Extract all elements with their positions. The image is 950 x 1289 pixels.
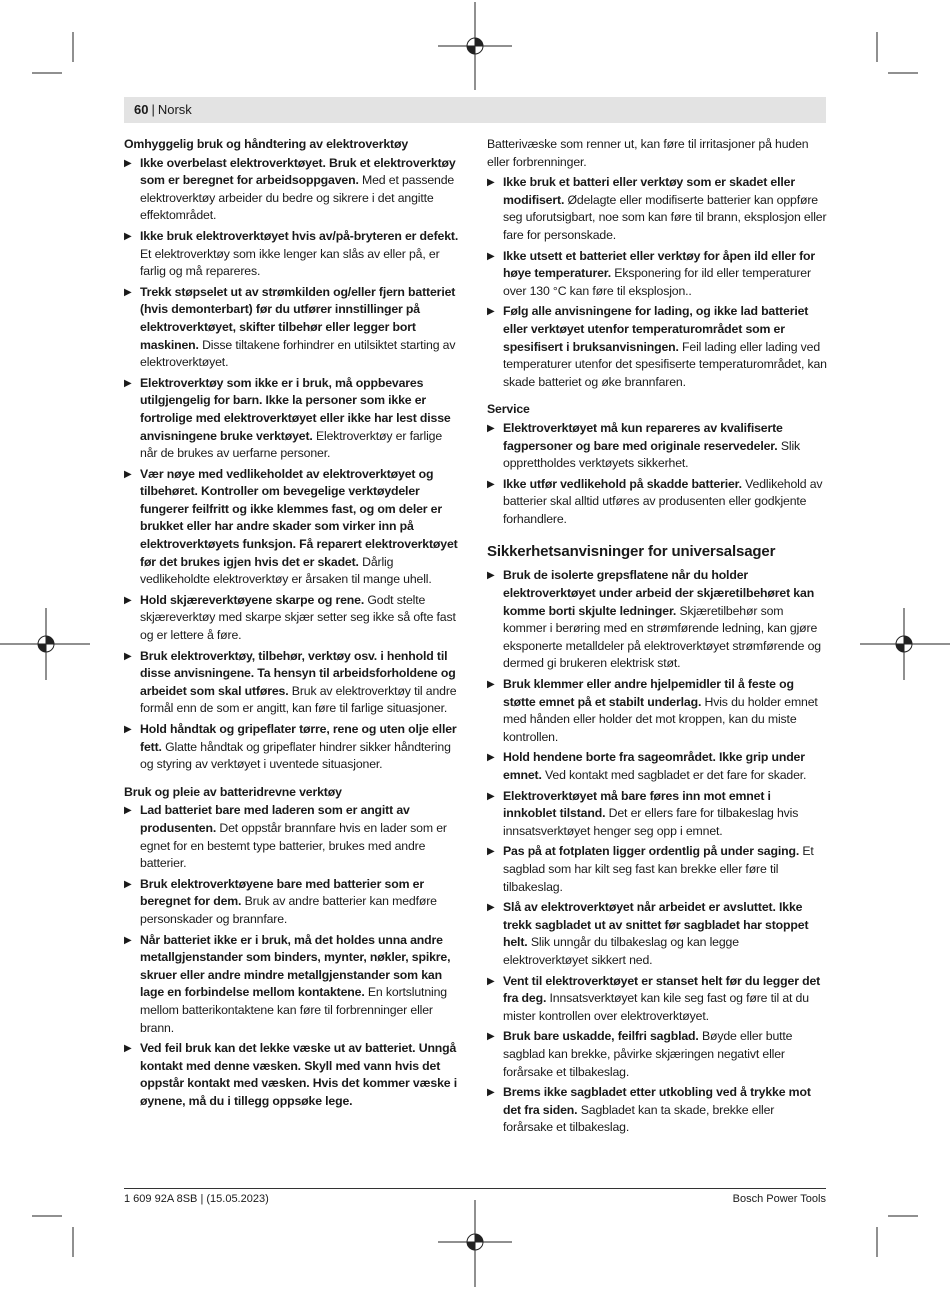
item-bold-text: Trekk støpselet ut av strømkilden og/eller fjern batteriet (hvis demonterbart) før du utfører innstillinger på elektroverktøyet, skifter tilbehør eller legger bort maskinen. bbox=[140, 284, 456, 352]
list-item bbox=[487, 843, 827, 896]
bullet-arrow-icon: ▶ bbox=[487, 1087, 495, 1099]
item-text: Eksponering for ild eller temperaturer over 130 °C kan føre til eksplosjon.. bbox=[503, 266, 811, 298]
left-column bbox=[124, 136, 460, 1113]
right-column bbox=[487, 136, 827, 1140]
item-text: Feil lading eller lading ved temperaturer utenfor det spesifiserte temperaturområdet, kan skade batteriet og øke brannfaren. bbox=[503, 339, 827, 389]
list-item bbox=[487, 567, 827, 673]
item-text: Skjæretilbehør som kommer i berøring med en strømførende ledning, kan gjøre eksponerte metalldeler på elektroverktøyet strømførende og dermed gi brukeren elektrisk støt. bbox=[503, 603, 821, 671]
list-item bbox=[487, 476, 827, 529]
list-item bbox=[124, 592, 460, 645]
bullet-arrow-icon: ▶ bbox=[124, 286, 132, 298]
list-item bbox=[124, 155, 460, 225]
list-item bbox=[487, 1028, 827, 1081]
safety-list bbox=[124, 155, 460, 774]
item-bold-text: Bruk elektroverktøyene bare med batterier som er beregnet for dem. bbox=[140, 876, 424, 909]
item-bold-text: Elektroverktøyet må kun repareres av kvalifiserte fagpersoner og bare med originale reservedeler. bbox=[503, 420, 783, 453]
bullet-arrow-icon: ▶ bbox=[124, 724, 132, 735]
item-text: Elektroverktøy er farlige når de brukes av uerfarne personer. bbox=[140, 428, 443, 461]
item-text: Dårlig vedlikeholdte elektroverktøy er årsaken til mange uhell. bbox=[140, 554, 432, 587]
item-bold-text: Elektroverktøyet må bare føres inn mot emnet i innkoblet tilstand. bbox=[503, 788, 771, 821]
item-bold-text: Ikke overbelast elektroverktøyet. Bruk et elektroverktøy som er beregnet for arbeidsoppgaven. bbox=[140, 155, 456, 188]
item-bold-text: Ved feil bruk kan det lekke væske ut av batteriet. Unngå kontakt med denne væsken. Skyll med vann hvis det oppstår kontakt med væsken. Hvis det kommer væske i øynene, må du i tillegg oppsøke lege. bbox=[140, 1041, 457, 1108]
list-item bbox=[487, 749, 827, 784]
bullet-arrow-icon: ▶ bbox=[124, 594, 132, 606]
list-item bbox=[487, 248, 827, 301]
battery-list-continued bbox=[487, 174, 827, 391]
page-header bbox=[124, 97, 826, 123]
bullet-arrow-icon: ▶ bbox=[124, 934, 132, 946]
bullet-arrow-icon: ▶ bbox=[124, 878, 132, 890]
bullet-arrow-icon: ▶ bbox=[487, 1031, 495, 1043]
header-language: Norsk bbox=[157, 102, 192, 117]
list-item bbox=[487, 1084, 827, 1137]
bullet-arrow-icon: ▶ bbox=[124, 377, 132, 389]
item-bold-text: Brems ikke sagbladet etter utkobling ved å trykke mot det fra siden. bbox=[503, 1085, 811, 1117]
item-text: Vedlikehold av batterier skal alltid utføres av produsenten eller godkjente forhandlere. bbox=[503, 476, 823, 526]
list-item bbox=[487, 420, 827, 473]
section-heading: Omhyggelig bruk og håndtering av elektroverktøy bbox=[124, 137, 409, 151]
service-list bbox=[487, 420, 827, 529]
list-item bbox=[487, 303, 827, 391]
footer-divider bbox=[124, 1188, 826, 1189]
bullet-arrow-icon: ▶ bbox=[487, 846, 495, 858]
bullet-arrow-icon: ▶ bbox=[487, 422, 495, 434]
bullet-arrow-icon: ▶ bbox=[124, 805, 132, 817]
item-bold-text: Bruk bare uskadde, feilfri sagblad. bbox=[503, 1029, 699, 1044]
bullet-arrow-icon: ▶ bbox=[124, 468, 132, 480]
item-text: Ved kontakt med sagbladet er det fare for skader. bbox=[545, 768, 807, 782]
section-heading: Bruk og pleie av batteridrevne verktøy bbox=[124, 784, 342, 799]
list-item bbox=[124, 228, 460, 281]
item-text: Bøyde eller butte sagblad kan brekke, påvirke skjæringen negativt eller forårsake et tilbakeslag. bbox=[503, 1029, 793, 1079]
list-item bbox=[487, 973, 827, 1026]
list-item bbox=[124, 932, 460, 1038]
list-item bbox=[124, 802, 460, 872]
item-bold-text: Hold håndtak og gripeflater tørre, rene og uten olje eller fett. bbox=[140, 722, 457, 754]
item-bold-text: Ikke bruk elektroverktøyet hvis av/på-bryteren er defekt. bbox=[140, 228, 459, 243]
item-text: Bruk av andre batterier kan medføre personskader og brannfare. bbox=[140, 894, 437, 926]
item-text: Et sagblad som har kilt seg fast kan brekke eller føre til tilbakeslag. bbox=[503, 844, 814, 894]
item-bold-text: Slå av elektroverktøyet når arbeidet er avsluttet. Ikke trekk sagbladet ut av snittet før sagbladet har stoppet helt. bbox=[503, 900, 809, 950]
item-bold-text: Pas på at fotplaten ligger ordentlig på under saging. bbox=[503, 844, 800, 859]
item-bold-text: Vær nøye med vedlikeholdet av elektroverktøyet og tilbehøret. Kontroller om bevegelige verktøydeler fungerer feilfritt og ikke klemmes fast, og om deler er brukket eller har andre skader som virker inn på elektroverktøyets funksjon. Få reparert elektroverktøyet før det brukes igjen hvis det er skadet. bbox=[140, 466, 458, 569]
item-bold-text: Bruk de isolerte grepsflatene når du holder elektroverktøyet under arbeid der skjæretilbehøret kan komme borti skjulte ledninger. bbox=[503, 568, 815, 618]
bullet-arrow-icon: ▶ bbox=[487, 250, 495, 262]
bullet-arrow-icon: ▶ bbox=[124, 650, 132, 662]
bullet-arrow-icon: ▶ bbox=[124, 157, 132, 169]
bullet-arrow-icon: ▶ bbox=[487, 975, 495, 987]
item-text: Innsatsverktøyet kan kile seg fast og føre til at du mister kontrollen over elektroverktøyet. bbox=[503, 991, 809, 1023]
item-text: Det er ellers fare for tilbakeslag hvis innsatsverktøyet henger seg opp i emnet. bbox=[503, 806, 799, 838]
section-heading: Service bbox=[487, 402, 530, 417]
page-number: 60 bbox=[134, 102, 149, 117]
list-item bbox=[487, 676, 827, 746]
item-bold-text: Hold hendene borte fra sageområdet. Ikke grip under emnet. bbox=[503, 750, 805, 782]
item-text: Hvis du holder emnet med hånden eller holder det mot kroppen, kan du miste kontrollen. bbox=[503, 694, 818, 744]
footer-doc-id: 1 609 92A 8SB | (15.05.2023) bbox=[124, 1193, 269, 1205]
item-bold-text: Lad batteriet bare med laderen som er angitt av produsenten. bbox=[140, 803, 410, 835]
item-bold-text: Elektroverktøy som ikke er i bruk, må oppbevares utilgjengelig for barn. Ikke la personer som ikke er fortrolige med elektroverktøyet eller ikke har lest disse anvisningene bruke verktøyet. bbox=[140, 375, 451, 443]
list-item bbox=[487, 788, 827, 841]
item-bold-text: Ikke bruk et batteri eller verktøy som er skadet eller modifisert. bbox=[503, 175, 795, 207]
item-text: Bruk av elektroverktøy til andre formål enn de som er angitt, kan føre til farlige situasjoner. bbox=[140, 683, 457, 716]
bullet-arrow-icon: ▶ bbox=[124, 1043, 132, 1055]
item-text: Slik unngår du tilbakeslag og kan legge elektroverktøyet sikkert ned. bbox=[503, 935, 739, 967]
bullet-arrow-icon: ▶ bbox=[487, 177, 495, 189]
item-bold-text: Når batteriet ikke er i bruk, må det holdes unna andre metallgjenstander som binders, mynter, nøkler, spikre, skruer eller andre mindre metallgjenstander som kan lage en forbindelse mellom kontaktene. bbox=[140, 932, 451, 1000]
item-text: Disse tiltakene forhindrer en utilsiktet starting av elektroverktøyet. bbox=[140, 337, 456, 370]
list-item bbox=[124, 466, 460, 589]
bullet-arrow-icon: ▶ bbox=[487, 478, 495, 490]
item-bold-text: Følg alle anvisningene for lading, og ikke lad batteriet eller verktøyet utenfor temperaturområdet som er spesifisert i bruksanvisningen. bbox=[503, 304, 809, 354]
list-item bbox=[124, 375, 460, 463]
item-bold-text: Vent til elektroverktøyet er stanset helt før du legger det fra deg. bbox=[503, 973, 821, 1006]
battery-list bbox=[124, 802, 460, 1110]
bullet-arrow-icon: ▶ bbox=[487, 570, 495, 582]
bullet-arrow-icon: ▶ bbox=[487, 679, 495, 691]
item-bold-text: Ikke utsett et batteriet eller verktøy for åpen ild eller for høye temperaturer. bbox=[503, 248, 816, 281]
item-bold-text: Bruk elektroverktøy, tilbehør, verktøy osv. i henhold til disse anvisningene. Ta hensyn til arbeidsforholdene og arbeidet som skal utføres. bbox=[140, 648, 456, 698]
bullet-arrow-icon: ▶ bbox=[487, 752, 495, 764]
list-item bbox=[124, 284, 460, 372]
bullet-arrow-icon: ▶ bbox=[487, 902, 495, 914]
list-item bbox=[487, 899, 827, 969]
item-bold-text: Ikke utfør vedlikehold på skadde batterier. bbox=[503, 476, 742, 491]
bullet-arrow-icon: ▶ bbox=[487, 306, 495, 318]
item-text: Sagbladet kan ta skade, brekke eller forårsake et tilbakeslag. bbox=[503, 1102, 775, 1135]
list-item bbox=[124, 1040, 460, 1110]
header-text: 60 | Norsk bbox=[134, 102, 192, 117]
bullet-arrow-icon: ▶ bbox=[124, 230, 132, 242]
item-text: Det oppstår brannfare hvis en lader som er egnet for en bestemt type batterier, brukes med andre batterier. bbox=[140, 820, 447, 871]
bullet-arrow-icon: ▶ bbox=[487, 790, 495, 802]
saw-safety-list bbox=[487, 567, 827, 1136]
item-text: Et elektroverktøy som ikke lenger kan slås av eller på, er farlig og må repareres. bbox=[140, 246, 440, 279]
item-text: Glatte håndtak og gripeflater hindrer sikker håndtering og styring av verktøyet i uventede situasjoner. bbox=[140, 739, 451, 772]
item-text: Med et passende elektroverktøy arbeider du bedre og sikrere i det angitte effektområdet. bbox=[140, 173, 455, 223]
item-bold-text: Bruk klemmer eller andre hjelpemidler til å feste og støtte emnet på et stabilt underlag. bbox=[503, 677, 794, 709]
list-item bbox=[124, 876, 460, 929]
list-item bbox=[124, 648, 460, 718]
section-title: Sikkerhetsanvisninger for universalsager bbox=[487, 543, 776, 561]
list-item bbox=[124, 721, 460, 774]
item-text: Slik opprettholdes verktøyets sikkerhet. bbox=[503, 438, 801, 471]
continuation-text: Batterivæske som renner ut, kan føre til irritasjoner på huden eller forbrenninger. bbox=[487, 137, 809, 169]
item-bold-text: Hold skjæreverktøyene skarpe og rene. bbox=[140, 592, 365, 607]
list-item bbox=[487, 174, 827, 244]
item-text: Godt stelte skjæreverktøy med skarpe skjær setter seg ikke så ofte fast og er lettere å føre. bbox=[140, 592, 456, 643]
footer-brand: Bosch Power Tools bbox=[732, 1193, 826, 1205]
item-text: Ødelagte eller modifiserte batterier kan oppføre seg uforutsigbart, noe som kan føre til brann, eksplosjon eller fare for personskade. bbox=[503, 192, 827, 242]
item-text: En kortslutning mellom batterikontaktene kan føre til forbrenninger eller brann. bbox=[140, 985, 447, 1035]
